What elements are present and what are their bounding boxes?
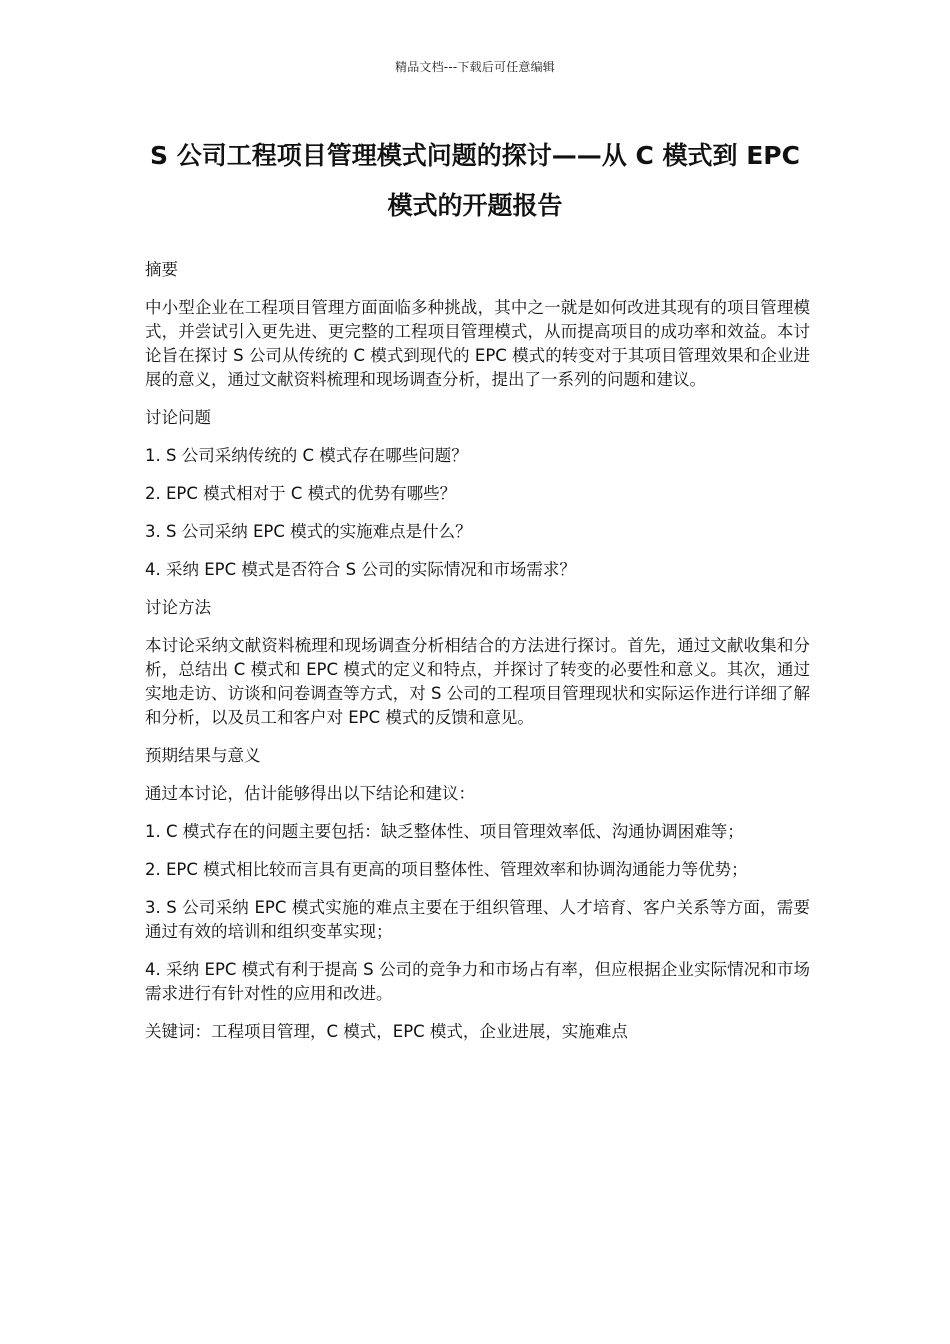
title-line-1: S 公司工程项目管理模式问题的探讨——从 C 模式到 EPC <box>150 141 800 170</box>
results-intro: 通过本讨论，估计能够得出以下结论和建议： <box>145 784 475 803</box>
question-item: 2. EPC 模式相对于 C 模式的优势有哪些？ <box>145 484 457 503</box>
question-item: 1. S 公司采纳传统的 C 模式存在哪些问题？ <box>145 446 468 465</box>
result-item: 4. 采纳 EPC 模式有利于提高 S 公司的竞争力和市场占有率，但应根据企业实际情况和市场需求进行有针对性的应用和改进。 <box>145 960 810 1003</box>
keywords-line: 关键词：工程项目管理，C 模式，EPC 模式，企业进展，实施难点 <box>145 1022 628 1041</box>
question-item: 3. S 公司采纳 EPC 模式的实施难点是什么？ <box>145 522 472 541</box>
question-item: 4. 采纳 EPC 模式是否符合 S 公司的实际情况和市场需求？ <box>145 560 576 579</box>
results-heading: 预期结果与意义 <box>145 746 261 765</box>
document-title <box>110 131 840 231</box>
abstract-paragraph: 中小型企业在工程项目管理方面面临多种挑战，其中之一就是如何改进其现有的项目管理模式，并尝试引入更先进、更完整的工程项目管理模式，从而提高项目的成功率和效益。本讨论旨在探讨 S 公司从传统的 C 模式到现代的 EPC 模式的转变对于其项目管理效果和企业进展的意义，通过文献资料梳理和现场调查分析，提出了一系列的问题和建议。 <box>145 298 810 389</box>
header-note: 精品文档---下载后可任意编辑 <box>395 60 555 74</box>
result-item: 1. C 模式存在的问题主要包括：缺乏整体性、项目管理效率低、沟通协调困难等； <box>145 822 744 841</box>
abstract-heading: 摘要 <box>145 260 178 279</box>
title-line-2: 模式的开题报告 <box>387 191 563 220</box>
result-item: 3. S 公司采纳 EPC 模式实施的难点主要在于组织管理、人才培育、客户关系等方面，需要通过有效的培训和组织变革实现； <box>145 898 810 941</box>
method-paragraph: 本讨论采纳文献资料梳理和现场调查分析相结合的方法进行探讨。首先，通过文献收集和分析，总结出 C 模式和 EPC 模式的定义和特点，并探讨了转变的必要性和意义。其次，通过实地走访、访谈和问卷调查等方式，对 S 公司的工程项目管理现状和实际运作进行详细了解和分析，以及员工和客户对 EPC 模式的反馈和意见。 <box>145 636 810 727</box>
result-item: 2. EPC 模式相比较而言具有更高的项目整体性、管理效率和协调沟通能力等优势； <box>145 860 748 879</box>
questions-heading: 讨论问题 <box>145 408 211 427</box>
document-body <box>145 258 810 1058</box>
method-heading: 讨论方法 <box>145 598 211 617</box>
